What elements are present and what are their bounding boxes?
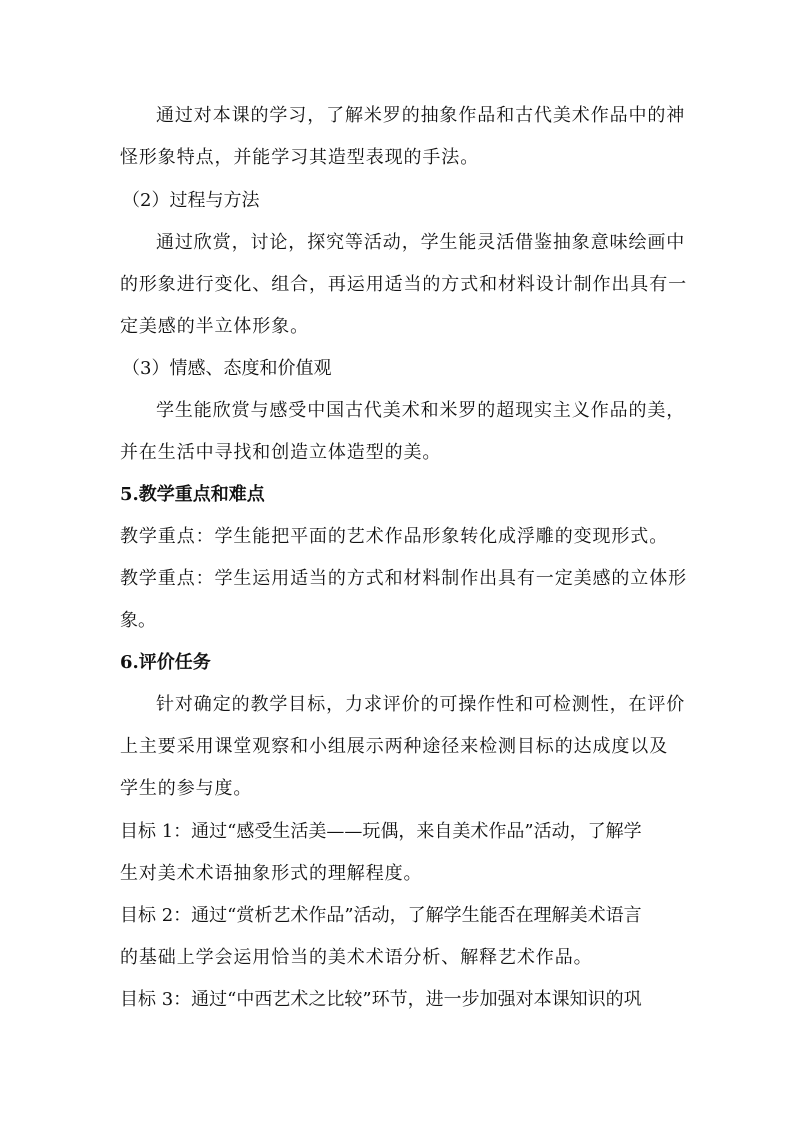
paragraph-line: 定美感的半立体形象。 [120,316,309,337]
paragraph-line: 怪形象特点，并能学习其造型表现的手法。 [120,147,480,168]
paragraph-line: 并在生活中寻找和创造立体造型的美。 [120,442,442,463]
paragraph-line: 目标 2：通过“赏析艺术作品”活动，了解学生能否在理解美术语言 [120,905,642,926]
paragraph-line: 学生能欣赏与感受中国古代美术和米罗的超现实主义作品的美， [156,400,686,421]
section-heading: 5.教学重点和难点 [120,484,265,505]
paragraph-line: 针对确定的教学目标，力求评价的可操作性和可检测性，在评价 [156,694,686,715]
paragraph-line: 通过对本课的学习，了解米罗的抽象作品和古代美术作品中的神 [156,105,686,126]
paragraph-line: 的基础上学会运用恰当的美术术语分析、解释艺术作品。 [120,947,593,968]
paragraph-line: 通过欣赏，讨论，探究等活动，学生能灵活借鉴抽象意味绘画中 [156,232,686,253]
paragraph-line: 教学重点：学生运用适当的方式和材料制作出具有一定美感的立体形 [120,568,687,589]
paragraph-line: 上主要采用课堂观察和小组展示两种途径来检测目标的达成度以及 [120,736,669,757]
section-heading: （3）情感、态度和价值观 [122,358,332,379]
paragraph-line: 生对美术术语抽象形式的理解程度。 [120,863,423,884]
paragraph-line: 目标 3：通过“中西艺术之比较”环节，进一步加强对本课知识的巩 [120,989,642,1010]
paragraph-line: 象。 [120,610,156,631]
section-heading: （2）过程与方法 [122,190,260,211]
paragraph-line: 教学重点：学生能把平面的艺术作品形象转化成浮雕的变现形式。 [120,526,669,547]
paragraph-line: 目标 1：通过“感受生活美——玩偶，来自美术作品”活动，了解学 [120,821,642,842]
section-heading: 6.评价任务 [120,652,211,673]
paragraph-line: 的形象进行变化、组合，再运用适当的方式和材料设计制作出具有一 [120,274,687,295]
paragraph-line: 学生的参与度。 [120,778,253,799]
